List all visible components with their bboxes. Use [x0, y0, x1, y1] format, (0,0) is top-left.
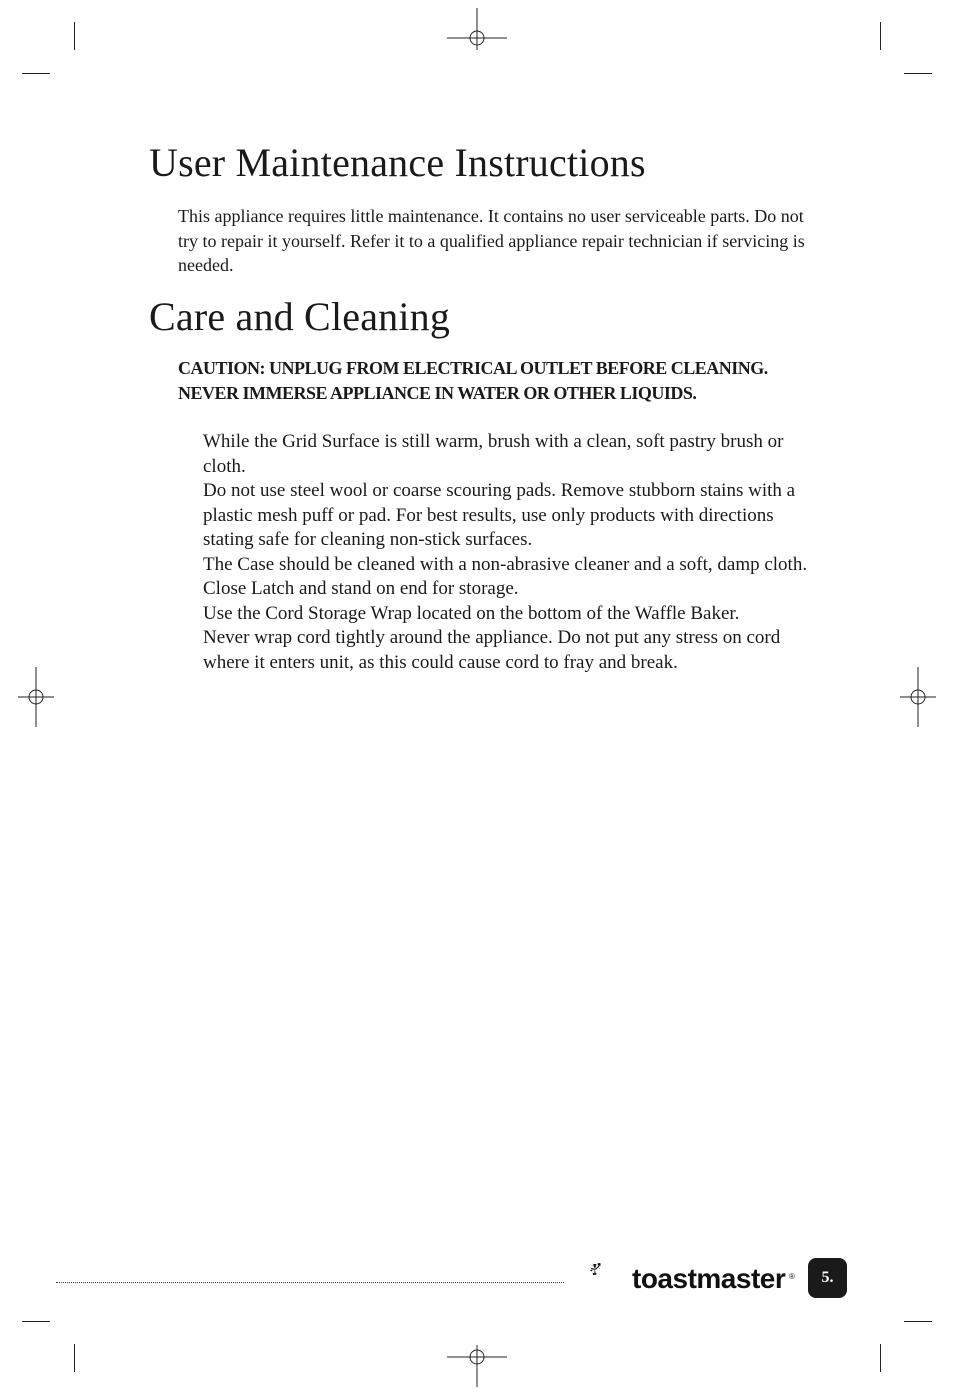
list-item: Do not use steel wool or coarse scouring pads. Remove stubborn stains with a plastic mesh puff or pad. For best results, use only products with directions stating safe for cleaning non-stick surfaces. — [203, 480, 796, 550]
list-item: While the Grid Surface is still warm, brush with a clean, soft pastry brush or cloth. — [203, 431, 784, 477]
crop-mark — [880, 1344, 881, 1372]
registered-mark: ® — [789, 1272, 795, 1281]
footer-dotted-rule — [56, 1282, 564, 1283]
list-item: Never wrap cord tightly around the appliance. Do not put any stress on cord where it enters unit, as this could cause cord to fray and break. — [203, 627, 781, 673]
section-heading-maintenance: User Maintenance Instructions — [149, 140, 646, 185]
page-number: 5. — [821, 1269, 834, 1286]
list-item: Close Latch and stand on end for storage. — [203, 578, 519, 599]
crop-mark — [904, 1321, 932, 1322]
registration-mark-icon — [888, 667, 948, 727]
maintenance-paragraph: This appliance requires little maintenance. It contains no user serviceable parts. Do not try to repair it yourself. Refer it to a qualified appliance repair technician if servicing is needed. — [178, 206, 805, 275]
registration-mark-icon — [447, 8, 507, 68]
toastmaster-mascot-icon — [590, 1236, 636, 1302]
crop-mark — [22, 73, 50, 74]
section-heading-care-cleaning: Care and Cleaning — [149, 294, 451, 339]
registration-mark-icon — [447, 1327, 507, 1387]
crop-mark — [74, 1344, 75, 1372]
crop-mark — [74, 22, 75, 50]
crop-mark — [880, 22, 881, 50]
list-item: The Case should be cleaned with a non-abrasive cleaner and a soft, damp cloth. — [203, 553, 808, 575]
crop-mark — [904, 73, 932, 74]
caution-notice: CAUTION: UNPLUG FROM ELECTRICAL OUTLET BEFORE CLEANING. NEVER IMMERSE APPLIANCE IN WATER OR OTHER LIQUIDS. — [178, 358, 768, 403]
cleaning-steps-list — [203, 430, 813, 675]
brand-logo-text: toastmaster — [632, 1263, 786, 1294]
page-number-badge — [808, 1258, 847, 1298]
crop-mark — [22, 1321, 50, 1322]
list-item: Use the Cord Storage Wrap located on the bottom of the Waffle Baker. — [203, 602, 740, 624]
registration-mark-icon — [6, 667, 66, 727]
